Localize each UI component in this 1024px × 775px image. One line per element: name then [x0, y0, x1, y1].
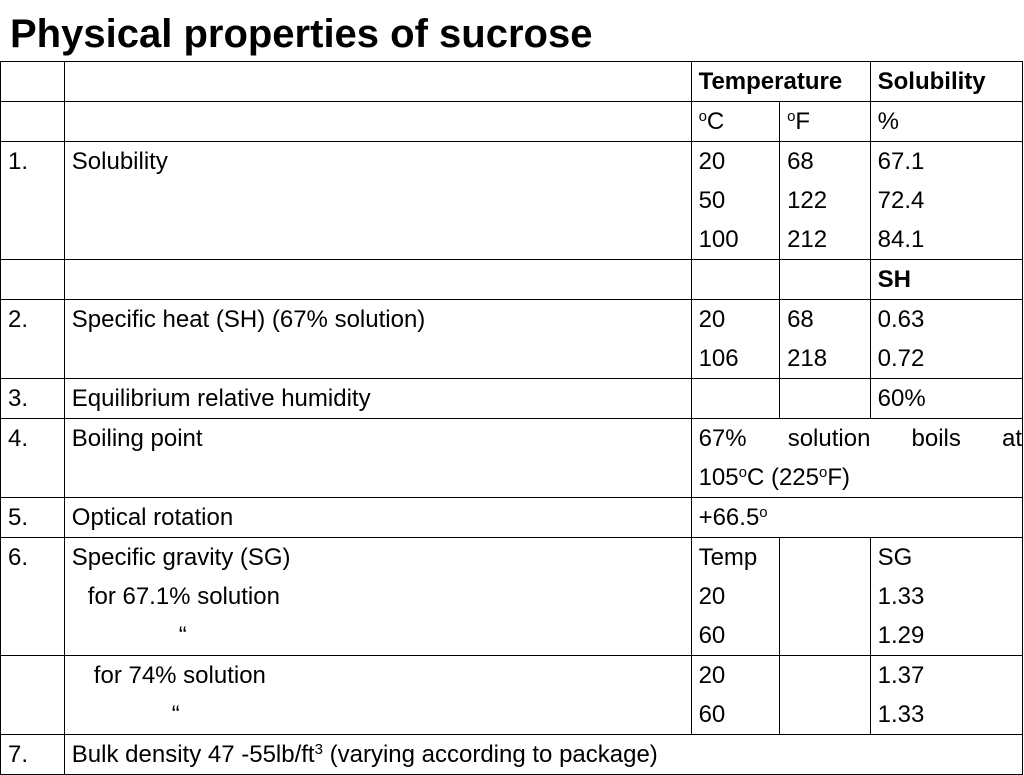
temp-values: 20 60	[691, 656, 780, 735]
row-number: 3.	[1, 379, 65, 419]
table-cell	[64, 62, 691, 102]
specific-gravity-values: 1.37 1.33	[870, 656, 1022, 735]
table-cell	[691, 379, 780, 419]
unit-celsius: $^o$C	[691, 102, 780, 142]
temp-values: Temp 20 60	[691, 538, 780, 656]
specific-heat-values: 0.63 0.72	[870, 300, 1022, 379]
table-cell	[691, 260, 780, 300]
table-cell	[1, 260, 65, 300]
table-row	[1, 142, 1023, 260]
table-cell	[780, 260, 871, 300]
table-cell	[1, 656, 65, 735]
table-row	[1, 300, 1023, 379]
humidity-value: 60%	[870, 379, 1022, 419]
table-cell	[1, 62, 65, 102]
table-cell	[1, 102, 65, 142]
sh-header-row	[1, 260, 1023, 300]
table-row	[1, 379, 1023, 419]
solubility-values: 67.1 72.4 84.1	[870, 142, 1022, 260]
unit-row	[1, 102, 1023, 142]
sh-header: SH	[870, 260, 1022, 300]
row-number: 4.	[1, 419, 65, 498]
temperature-header: Temperature	[691, 62, 870, 102]
property-name: Optical rotation	[64, 498, 691, 538]
celsius-values: 20 50 100	[691, 142, 780, 260]
unit-fahrenheit: $^o$F	[780, 102, 871, 142]
row-number: 7.	[1, 735, 65, 775]
property-name: for 74% solution “	[64, 656, 691, 735]
property-name: Equilibrium relative humidity	[64, 379, 691, 419]
property-name: Specific heat (SH) (67% solution)	[64, 300, 691, 379]
bulk-density: Bulk density 47 $-55lb/ft^3$ (varying according to package)	[64, 735, 1022, 775]
properties-table	[0, 61, 1023, 775]
unit-percent: %	[870, 102, 1022, 142]
celsius-values: 20 106	[691, 300, 780, 379]
property-name: Specific gravity (SG) for 67.1% solution “	[64, 538, 691, 656]
table-cell	[780, 379, 871, 419]
table-row	[1, 498, 1023, 538]
fahrenheit-values: 68 122 212	[780, 142, 871, 260]
table-row	[1, 538, 1023, 656]
table-cell	[64, 260, 691, 300]
fahrenheit-values: 68 218	[780, 300, 871, 379]
table-cell	[780, 656, 871, 735]
optical-rotation-value: $+66.5^o$	[691, 498, 1022, 538]
row-number: 6.	[1, 538, 65, 656]
table-cell	[64, 102, 691, 142]
specific-gravity-values: SG 1.33 1.29	[870, 538, 1022, 656]
page-title: Physical properties of sucrose	[10, 12, 593, 56]
property-name: Solubility	[64, 142, 691, 260]
row-number: 5.	[1, 498, 65, 538]
table-cell	[780, 538, 871, 656]
row-number: 2.	[1, 300, 65, 379]
row-number: 1.	[1, 142, 65, 260]
table-header-row	[1, 62, 1023, 102]
boiling-point-value: 67% solution boils at 105$^o$C (225$^o$F)	[691, 419, 1022, 498]
solubility-header: Solubility	[870, 62, 1022, 102]
table-row	[1, 419, 1023, 498]
property-name: Boiling point	[64, 419, 691, 498]
table-row	[1, 735, 1023, 775]
table-row	[1, 656, 1023, 735]
